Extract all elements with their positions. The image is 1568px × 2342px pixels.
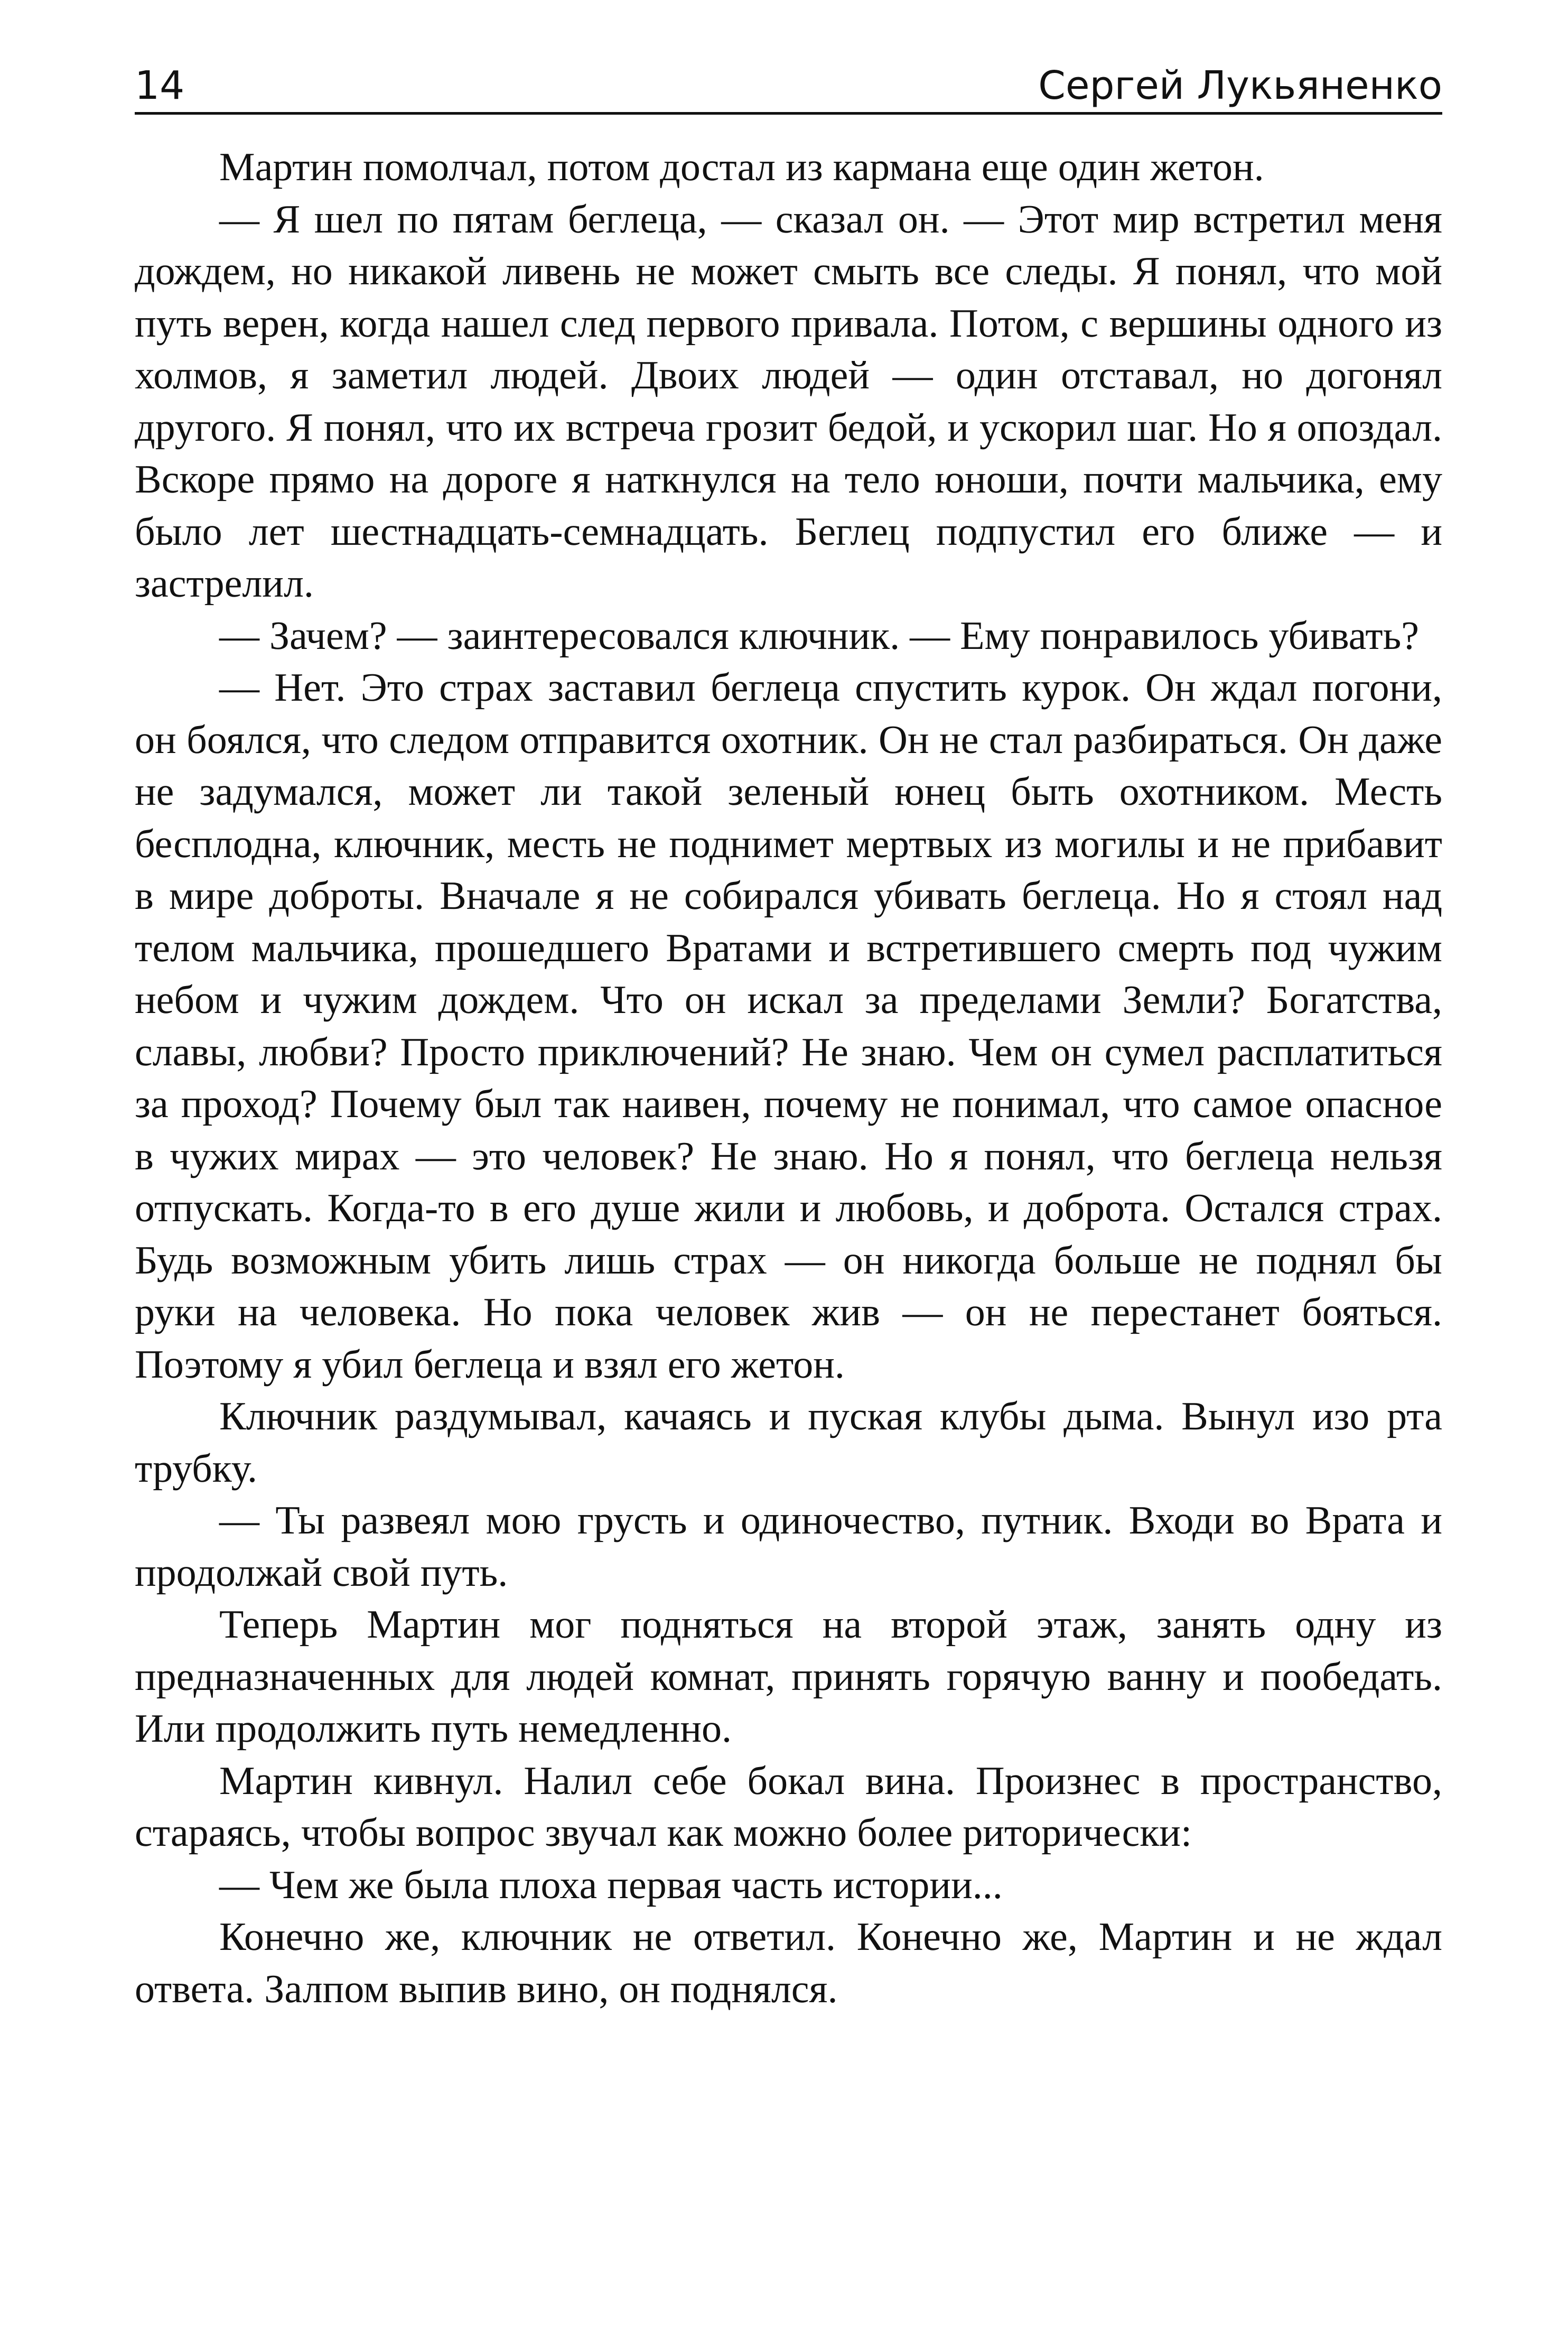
running-head bbox=[135, 53, 1442, 115]
page-number: 14 bbox=[135, 63, 185, 108]
paragraph: Мартин помолчал, потом достал из кармана еще один жетон. bbox=[219, 145, 1264, 189]
paragraph: — Чем же была плоха первая часть истории... bbox=[219, 1862, 1003, 1907]
paragraph: Конечно же, ключник не ответил. Конечно же, Мартин и не ждал ответа. Залпом выпив вино, он поднялся. bbox=[135, 1915, 1442, 2011]
paragraph: — Нет. Это страх заставил беглеца спустить курок. Он ждал погони, он боялся, что следом отправится охотник. Он не стал разбираться. Он даже не задумался, может ли такой зеленый юнец быть охотником. Месть бесплодна, ключник, месть не поднимет мертвых из могилы и не прибавит в мире доброты. Вначале я не собирался убивать беглеца. Но я стоял над телом мальчика, прошедшего Вратами и встретившего смерть под чужим небом и чужим дождем. Что он искал за пределами Земли? Богатства, славы, любви? Просто приключений? Не знаю. Чем он сумел расплатиться за проход? Почему был так наивен, почему не понимал, что самое опасное в чужих мирах — это человек? Не знаю. Но я понял, что беглеца нельзя отпускать. Когда-то в его душе жили и любовь, и доброта. Остался страх. Будь возможным убить лишь страх — он никогда больше не поднял бы руки на человека. Но пока человек жив — он не перестанет бояться. Поэтому я убил беглеца и взял его жетон. bbox=[135, 665, 1442, 1387]
paragraph: — Зачем? — заинтересовался ключник. — Ему понравилось убивать? bbox=[219, 613, 1420, 658]
book-page bbox=[135, 53, 1442, 2299]
paragraph: — Ты развеял мою грусть и одиночество, путник. Входи во Врата и продолжай свой путь. bbox=[135, 1498, 1442, 1595]
body-text bbox=[135, 141, 1442, 2015]
paragraph: Теперь Мартин мог подняться на второй этаж, занять одну из предназначенных для людей комнат, принять горячую ванну и пообедать. Или продолжить путь немедленно. bbox=[135, 1602, 1442, 1751]
paragraph: Мартин кивнул. Налил себе бокал вина. Произнес в пространство, стараясь, чтобы вопрос звучал как можно более риторически: bbox=[135, 1758, 1442, 1855]
paragraph: Ключник раздумывал, качаясь и пуская клубы дыма. Вынул изо рта трубку. bbox=[135, 1394, 1442, 1491]
paragraph: — Я шел по пятам беглеца, — сказал он. — Этот мир встретил меня дождем, но никакой ливень не может смыть все следы. Я понял, что мой путь верен, когда нашел след первого привала. Потом, с вершины одного из холмов, я заметил людей. Двоих людей — один отставал, но догонял другого. Я понял, что их встреча грозит бедой, и ускорил шаг. Но я опоздал. Вскоре прямо на дороге я наткнулся на тело юноши, почти мальчика, ему было лет шестнадцать-семнадцать. Беглец подпустил его ближе — и застрелил. bbox=[135, 197, 1442, 606]
author-name: Сергей Лукьяненко bbox=[1038, 63, 1442, 108]
